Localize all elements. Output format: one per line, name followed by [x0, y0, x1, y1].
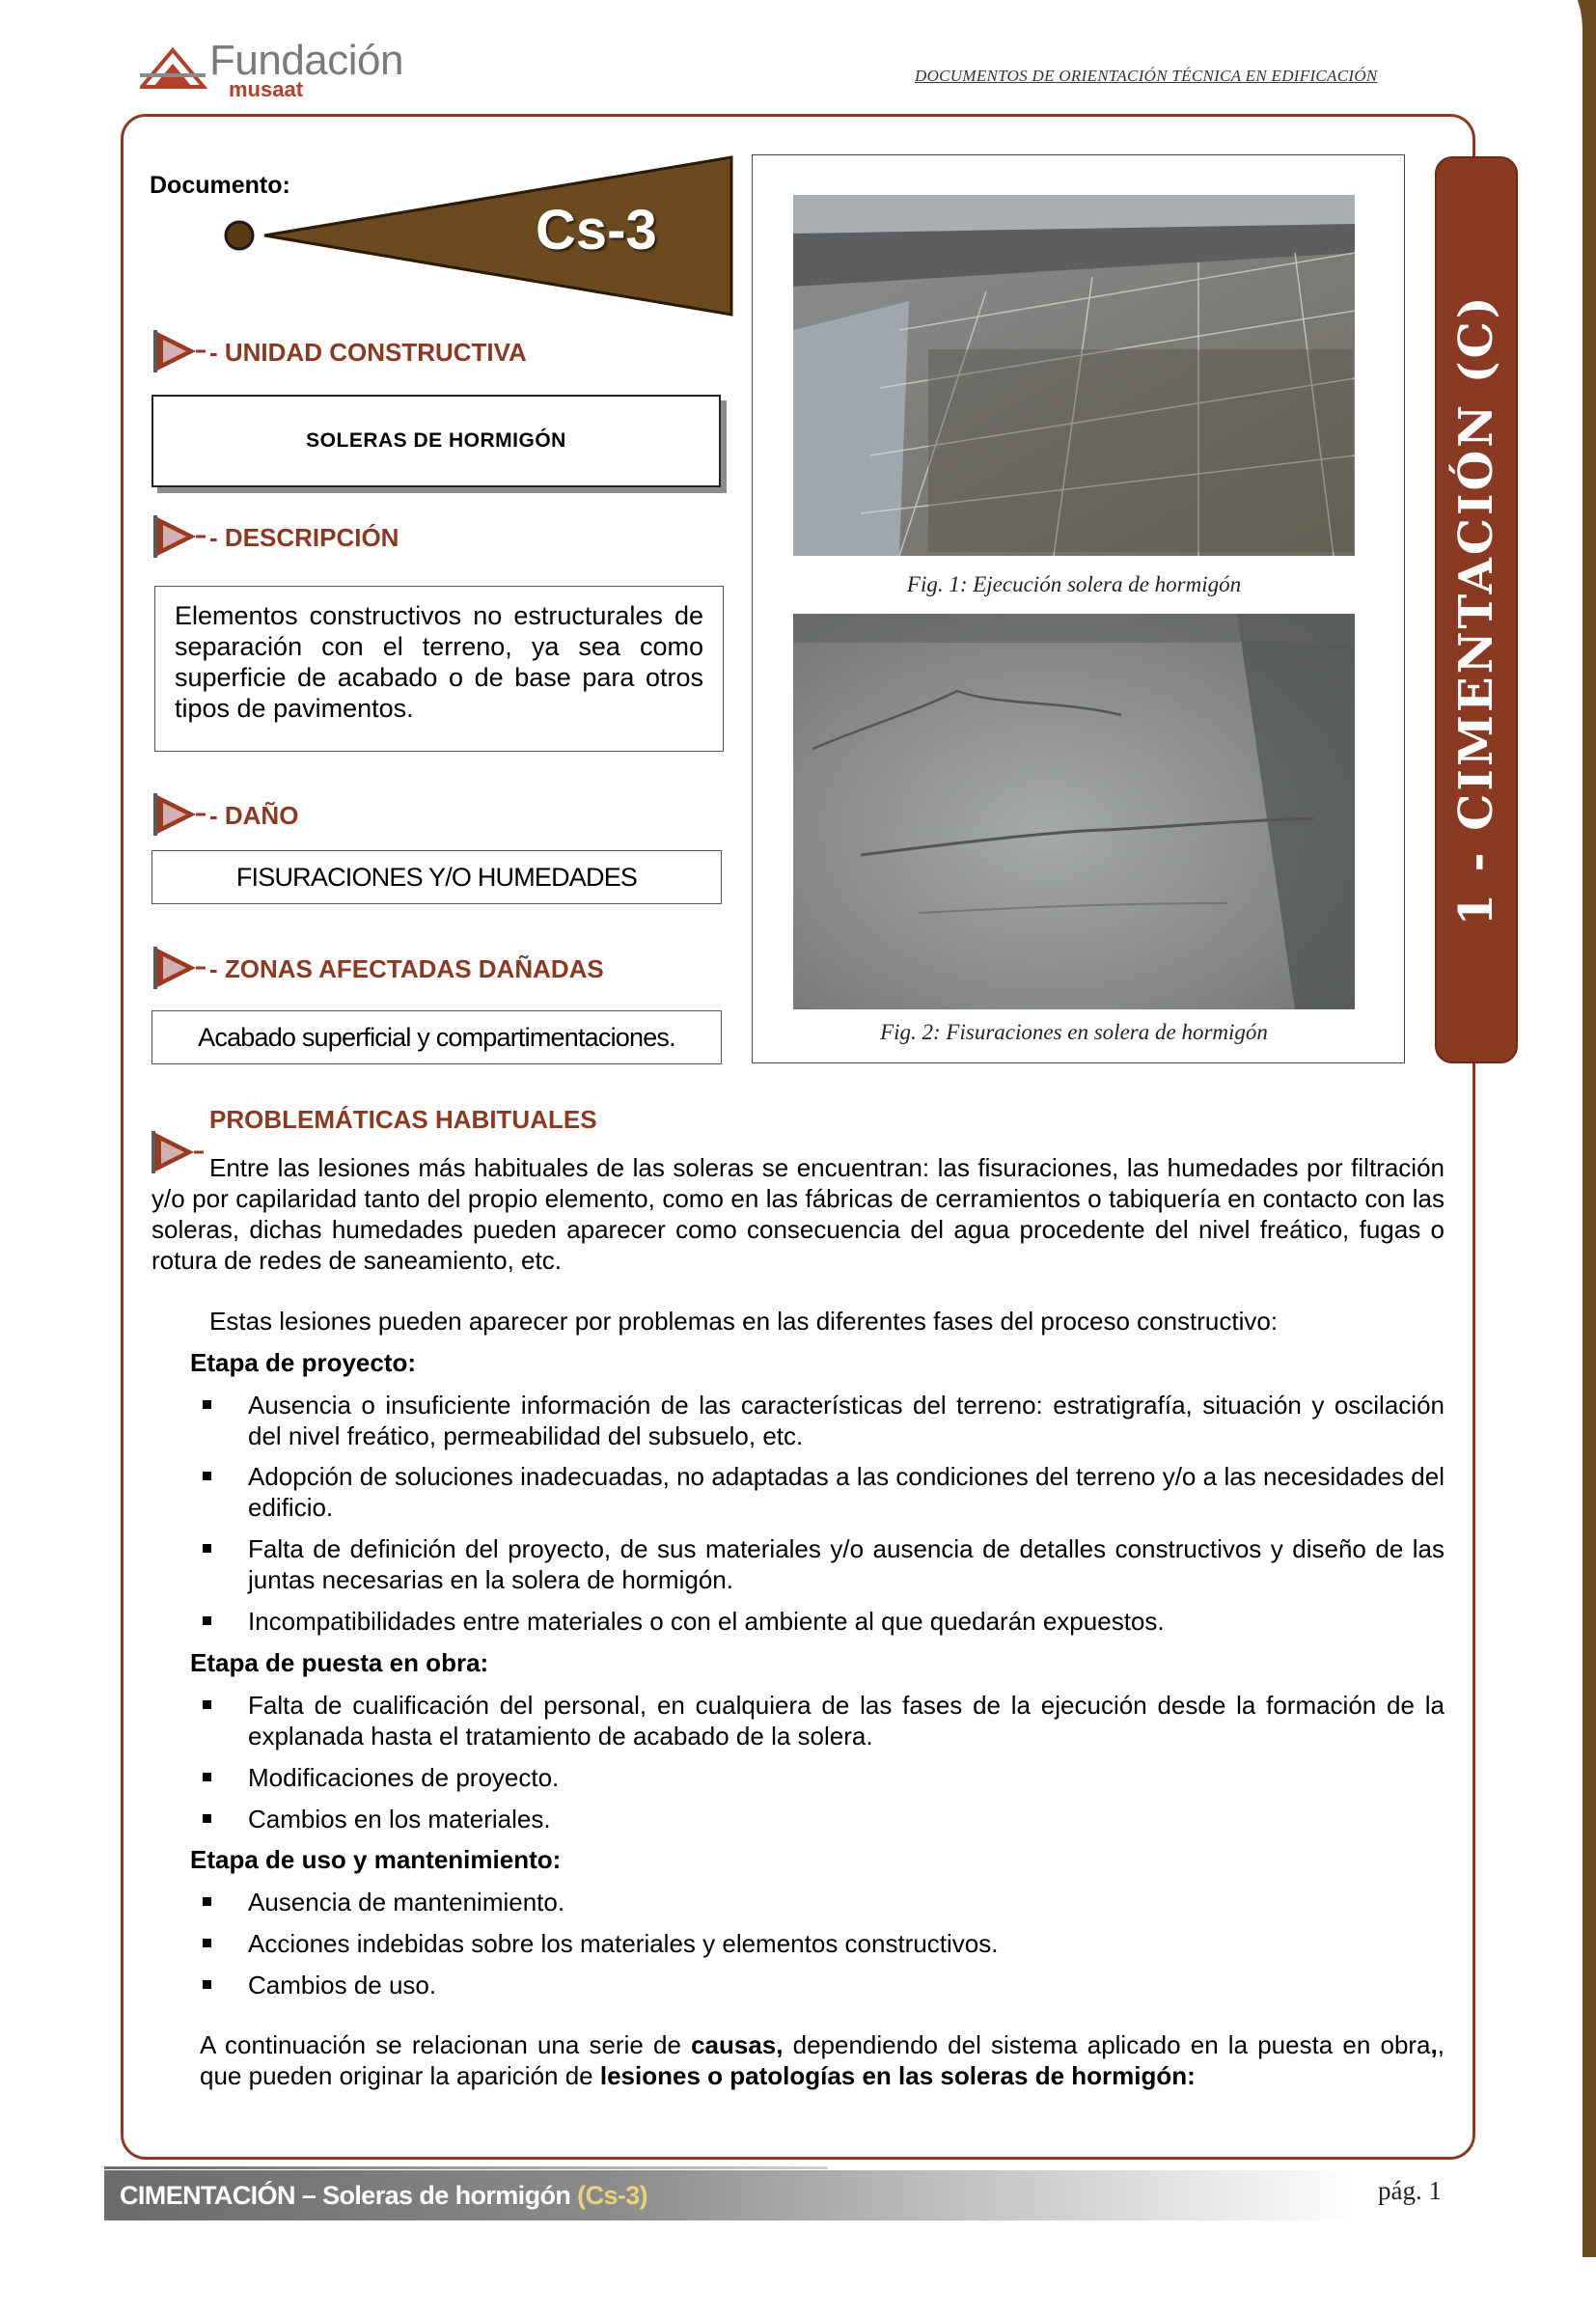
- document-series-title: DOCUMENTOS DE ORIENTACIÓN TÉCNICA EN EDIFICACIÓN: [915, 67, 1378, 85]
- unidad-section-heading: [151, 326, 634, 374]
- logo-text: Fundación: [209, 37, 403, 84]
- closing-paragraph: A continuación se relacionan una serie de causas, dependiendo del sistema aplicado en la puesta en obra,, que pueden originar la aparición de lesiones o patologías en las soleras de hormigón:: [200, 2030, 1445, 2090]
- figure-1-photo: [793, 195, 1355, 556]
- figure-2-photo: [793, 614, 1355, 1009]
- document-code: Cs-3: [536, 199, 657, 262]
- descripcion-text: Elementos constructivos no estructurales de separación con el terreno, ya sea como superficie de acabado o de base para otros tipos de pavimentos.: [175, 601, 703, 723]
- document-flag-icon: [222, 154, 735, 318]
- phases-intro: Estas lesiones pueden aparecer por problemas en las diferentes fases del proceso constructivo:: [209, 1307, 1279, 1336]
- cracked-slab-image: [793, 614, 1355, 1009]
- zonas-box: [151, 1010, 722, 1064]
- descripcion-title: - DESCRIPCIÓN: [209, 523, 399, 552]
- section-flag-icon: [151, 789, 207, 838]
- descripcion-section-heading: [151, 511, 634, 560]
- dano-value: FISURACIONES Y/O HUMEDADES: [235, 862, 638, 892]
- figure-2-caption: Fig. 2: Fisuraciones en solera de hormigón: [880, 1020, 1268, 1044]
- stage-project-title: Etapa de proyecto:: [190, 1348, 417, 1377]
- footer-rule: [104, 2166, 828, 2169]
- figure-1-caption: Fig. 1: Ejecución solera de hormigón: [906, 572, 1242, 596]
- descripcion-box: [154, 586, 724, 752]
- logo-triangle-icon: [140, 44, 207, 91]
- problematicas-intro: Entre las lesiones más habituales de las soleras se encuentran: las fisuraciones, las humedades por filtración y/o por capilaridad tanto del propio elemento, como en las fábricas de cerramientos o tabiquería en contacto con las soleras, dichas humedades pueden aparecer como consecuencia del agua procedente del nivel freático, fugas o rotura de redes de saneamiento, etc.: [151, 1153, 1445, 1275]
- zonas-title: - ZONAS AFECTADAS DAÑADAS: [209, 954, 604, 983]
- dano-section-heading: [151, 789, 634, 838]
- section-flag-icon: [151, 511, 207, 560]
- section-flag-icon: [151, 326, 207, 374]
- slab-construction-image: [793, 195, 1355, 556]
- section-flag-icon: [151, 943, 207, 991]
- fundacion-musaat-logo: [140, 37, 403, 104]
- chapter-side-tab: [1435, 156, 1518, 1063]
- problematicas-title: PROBLEMÁTICAS HABITUALES: [209, 1105, 597, 1134]
- dano-box: [151, 850, 722, 904]
- unidad-box: [151, 395, 721, 487]
- zonas-section-heading: [151, 943, 730, 991]
- unidad-title: - UNIDAD CONSTRUCTIVA: [209, 338, 527, 367]
- stage-construction-title: Etapa de puesta en obra:: [190, 1648, 489, 1677]
- chapter-side-tab-label: 1 - CIMENTACIÓN (C): [1449, 293, 1503, 926]
- unidad-value: SOLERAS DE HORMIGÓN: [306, 429, 566, 452]
- page-number: pág. 1: [1378, 2176, 1442, 2205]
- documento-label: Documento:: [150, 172, 290, 199]
- logo-subtext: musaat: [229, 77, 304, 101]
- stage-use-title: Etapa de uso y mantenimiento:: [190, 1845, 562, 1874]
- dano-title: - DAÑO: [209, 801, 299, 830]
- zonas-value: Acabado superficial y compartimentaciones.: [198, 1022, 675, 1052]
- footer-title: CIMENTACIÓN – Soleras de hormigón (Cs-3): [120, 2181, 648, 2210]
